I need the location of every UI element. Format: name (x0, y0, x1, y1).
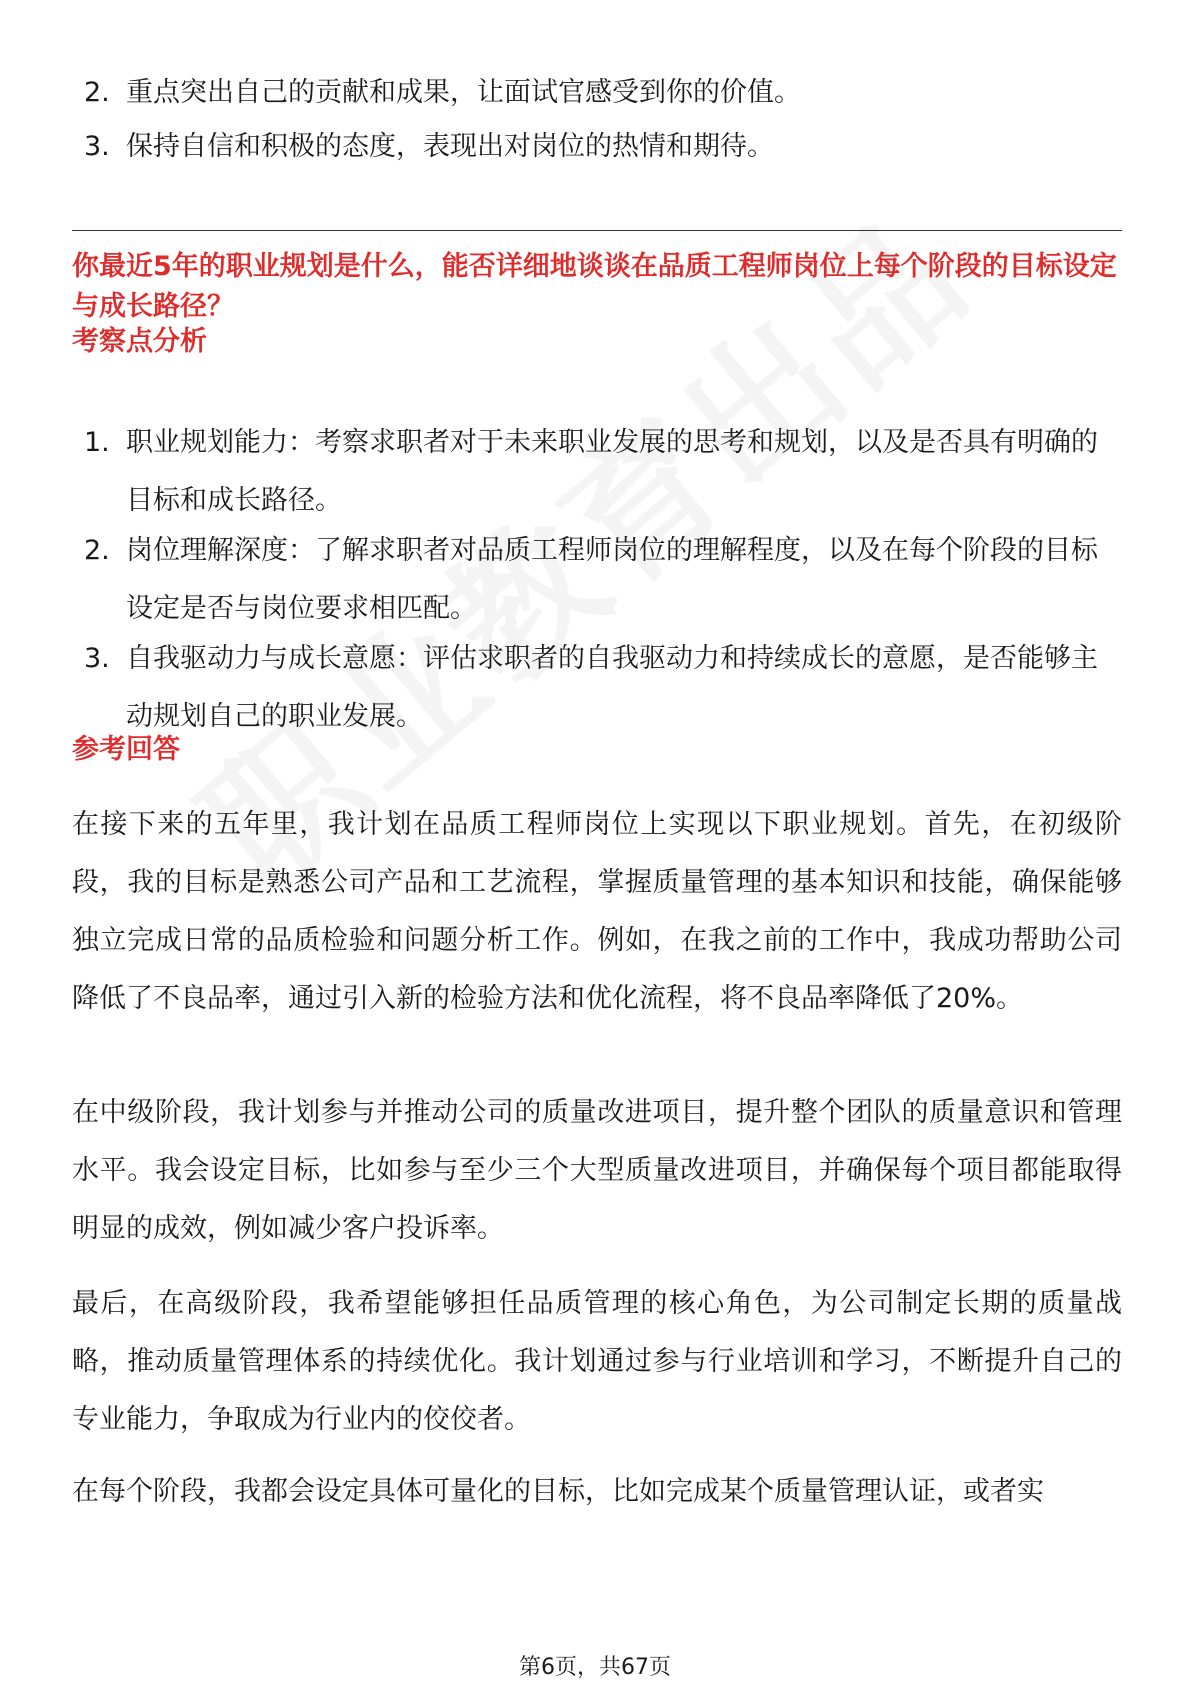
list-item-number: 2. (84, 77, 110, 108)
list-item (72, 120, 1122, 174)
list-item-number: 3. (84, 643, 110, 674)
list-item-number: 3. (84, 131, 110, 162)
list-item-number: 1. (84, 427, 110, 458)
previous-tips-list (72, 66, 1122, 174)
answer-paragraph: 在中级阶段，我计划参与并推动公司的质量改进项目，提升整个团队的质量意识和管理水平。我会设定目标，比如参与至少三个大型质量改进项目，并确保每个项目都能取得明显的成效，例如减少客户投诉率。 (72, 1097, 1122, 1244)
list-item-text: 岗位理解深度：了解求职者对品质工程师岗位的理解程度，以及在每个阶段的目标设定是否与岗位要求相匹配。 (126, 535, 1098, 624)
page-number: 第6页，共67页 (519, 1655, 671, 1680)
answer-title: 参考回答 (72, 734, 180, 765)
analysis-title: 考察点分析 (72, 326, 207, 357)
list-item (72, 414, 1122, 522)
answer-paragraph: 在每个阶段，我都会设定具体可量化的目标，比如完成某个质量管理认证，或者实 (72, 1476, 1044, 1507)
question-heading: 你最近5年的职业规划是什么，能否详细地谈谈在品质工程师岗位上每个阶段的目标设定与成长路径？ (72, 251, 1117, 322)
list-item-text: 重点突出自己的贡献和成果，让面试官感受到你的价值。 (126, 77, 801, 108)
list-item-number: 2. (84, 535, 110, 566)
list-item-text: 自我驱动力与成长意愿：评估求职者的自我驱动力和持续成长的意愿，是否能够主动规划自己的职业发展。 (126, 643, 1098, 732)
section-divider (72, 230, 1122, 231)
list-item (72, 522, 1122, 630)
analysis-list (72, 414, 1122, 738)
list-item-text: 职业规划能力：考察求职者对于未来职业发展的思考和规划，以及是否具有明确的目标和成长路径。 (126, 427, 1098, 516)
answer-paragraph: 在接下来的五年里，我计划在品质工程师岗位上实现以下职业规划。首先，在初级阶段，我的目标是熟悉公司产品和工艺流程，掌握质量管理的基本知识和技能，确保能够独立完成日常的品质检验和问题分析工作。例如，在我之前的工作中，我成功帮助公司降低了不良品率，通过引入新的检验方法和优化流程，将不良品率降低了20%。 (72, 809, 1122, 1014)
list-item (72, 66, 1122, 120)
list-item (72, 630, 1122, 738)
list-item-text: 保持自信和积极的态度，表现出对岗位的热情和期待。 (126, 131, 774, 162)
answer-paragraph: 最后，在高级阶段，我希望能够担任品质管理的核心角色，为公司制定长期的质量战略，推动质量管理体系的持续优化。我计划通过参与行业培训和学习，不断提升自己的专业能力，争取成为行业内的佼佼者。 (72, 1288, 1122, 1435)
